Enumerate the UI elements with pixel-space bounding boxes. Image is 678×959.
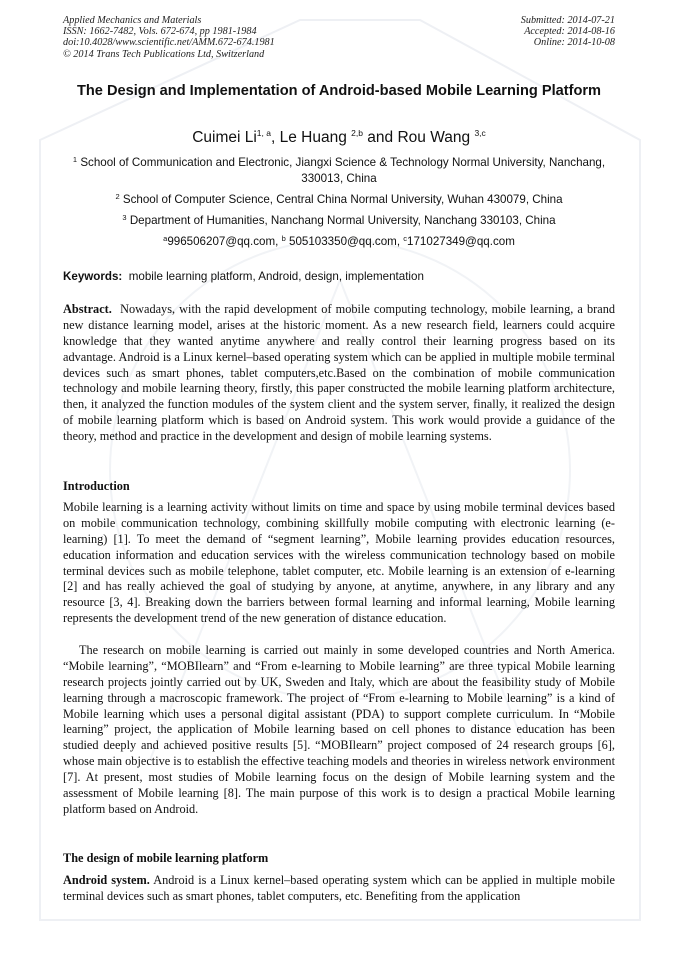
design-paragraph (63, 873, 615, 905)
accepted-date: Accepted: 2014-08-16 (524, 26, 615, 38)
email-link[interactable]: 996506207@qq.com, (167, 235, 279, 248)
email-superscript: a (163, 234, 168, 243)
email-superscript: b (281, 234, 286, 243)
abstract-label: Abstract. (63, 302, 112, 316)
affiliation-number: 2 (115, 192, 120, 201)
intro-paragraph-2: The research on mobile learning is carried out mainly in some developed countries and North America. “Mobile learning”, “MOBIlearn” and “From e-learning to Mobile learning” are three typical Mobile learning research projects jointly carried out by UK, Sweden and Italy, which are about the feasibility study of Mobile learning through a macroscopic framework. The project of “From e-learning to Mobile learning” is a kind of Mobile learning which uses a personal digital assistant (PDA) to support complete curriculum. In “Mobile learning” project, the application of Mobile learning based on cell phones to distance education has been studied deeply and achieved positive results [5]. “MOBIlearn” project composed of 24 research groups [6], whose main objective is to establish the effective teaching models and theories in wireless network environment [7]. At present, most studies of Mobile learning focus on the design of Mobile learning system and the assessment of Mobile learning [8]. The main purpose of this work is to design a practical Mobile learning platform based on Android. (63, 643, 615, 816)
issn-line: ISSN: 1662-7482, Vols. 672-674, pp 1981-1984 (63, 26, 257, 38)
affiliation-text: School of Communication and Electronic, Jiangxi Science & Technology Normal University, Nanchang, 330013, China (80, 156, 606, 185)
online-date: Online: 2014-10-08 (533, 37, 615, 49)
affiliation-1 (63, 155, 615, 186)
author-separator: , (270, 129, 276, 146)
introduction-heading: Introduction (63, 479, 130, 493)
keywords (63, 269, 615, 284)
email-superscript: c (403, 234, 408, 243)
affiliation-text: School of Computer Science, Central China Normal University, Wuhan 430079, China (122, 193, 563, 206)
affiliation-3 (63, 213, 615, 229)
keywords-label: Keywords: (63, 270, 123, 283)
submitted-date: Submitted: 2014-07-21 (520, 15, 615, 26)
email-link[interactable]: 171027349@qq.com (407, 235, 515, 248)
paper-title: The Design and Implementation of Android-based Mobile Learning Platform (76, 83, 602, 99)
author-superscript: 3,c (474, 128, 486, 138)
affiliation-text: Department of Humanities, Nanchang Normal University, Nanchang 330103, China (129, 214, 556, 227)
intro-paragraph-1: Mobile learning is a learning activity without limits on time and space by using mobile terminal devices based on mobile communication technology, combining skillfully mobile computing with electronic learning (e-learning) [1]. To meet the demand of “segment learning”, Mobile learning provides education resources, education information and education services with the wireless communication technology based on mobile terminal devices such as mobile telephone, tablet computer, etc. Mobile learning is an extension of e-learning [2] and has really achieved the goal of studying by anyone, at anytime, anywhere, in any library and any resource [3, 4]. Breaking down the barriers between formal learning and informal learning, Mobile learning represents the development trend of the new generation of distance education. (63, 500, 615, 626)
author-list (63, 128, 615, 148)
dates-info (521, 15, 615, 49)
author-name: Le Huang (279, 129, 347, 146)
affiliation-2 (63, 192, 615, 208)
author-superscript: 1, a (256, 128, 271, 138)
design-text: Android is a Linux kernel–based operating system which can be applied in multiple mobile terminal devices such as smart phones, tablet computers, etc. Benefiting from the application (63, 873, 615, 903)
abstract-text: Nowadays, with the rapid development of mobile computing technology, mobile learning, a brand new distance learning model, arises at the historic moment. As a new research field, learners could acquire knowledge that they wanted anytime anywhere and really control their learning progress based on its advantage. Android is a Linux kernel–based operating system which can be applied in multiple mobile terminal devices such as smart phones, tablet computers,etc.Based on the combination of mobile communication technology and mobile learning theory, firstly, this paper constructed the mobile learning platform architecture, then, it analyzed the function modules of the system client and the system server, finally, it realized the design of mobile learning platform which is based on Android system. This work would provide a guidance of the theory, method and practice in the development and design of mobile learning systems. (63, 302, 615, 443)
email-link[interactable]: 505103350@qq.com, (289, 235, 401, 248)
author-separator: and (367, 129, 394, 146)
email-list (63, 234, 615, 250)
affiliation-number: 3 (122, 213, 127, 222)
copyright-line: © 2014 Trans Tech Publications Ltd, Switzerland (63, 48, 265, 60)
abstract-paragraph (63, 302, 615, 445)
affiliation-number: 1 (72, 155, 78, 164)
journal-info (63, 15, 275, 60)
author-name: Cuimei Li (192, 129, 257, 146)
author-name: Rou Wang (397, 129, 471, 146)
author-superscript: 2,b (351, 128, 363, 138)
design-section-heading: The design of mobile learning platform (63, 851, 269, 865)
keywords-text: mobile learning platform, Android, design, implementation (128, 270, 424, 283)
android-system-runin: Android system. (63, 873, 150, 887)
doi-line: doi:10.4028/www.scientific.net/AMM.672-674.1981 (63, 37, 275, 49)
journal-name: Applied Mechanics and Materials (63, 15, 202, 26)
